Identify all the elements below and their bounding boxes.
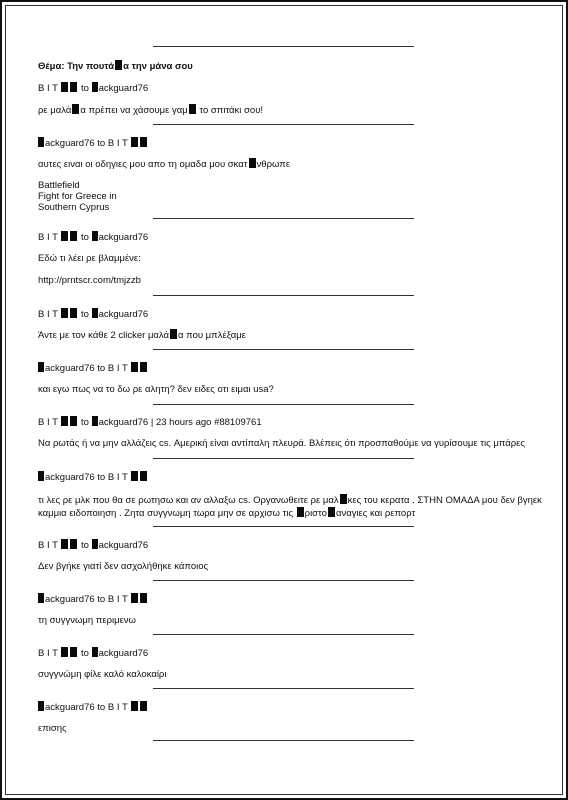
redaction-block (92, 539, 98, 549)
redaction-block (297, 507, 304, 517)
redaction-block (70, 82, 77, 92)
redaction-block (170, 329, 177, 339)
message-body: επισης (38, 723, 67, 734)
redaction-block (70, 647, 77, 657)
message-header: B I T to ackguard76 (38, 540, 149, 551)
redaction-block (140, 701, 147, 711)
message-body-line2: καμμια ειδοποιηση . Ζητα συγγνωμη τωρα μην σε αρχισω τις ριστο αναγιες και ρεπορτ (38, 508, 416, 519)
separator-line (153, 404, 414, 405)
message-body-extra: Battlefield Fight for Greece in Southern Cyprus (38, 180, 117, 213)
message-header: B I T to ackguard76 (38, 83, 149, 94)
message-body: αυτες ειναι οι οδηγιες μου απο τη ομαδα μου σκατ νθρωπε (38, 159, 291, 170)
redaction-block (38, 362, 44, 372)
separator-line (153, 124, 414, 125)
redaction-block (328, 507, 335, 517)
redaction-block (140, 362, 147, 372)
message-body: συγγνώμη φίλε καλό καλοκαίρι (38, 669, 167, 680)
redaction-block (38, 701, 44, 711)
redaction-block (92, 647, 98, 657)
separator-line (153, 688, 414, 689)
redaction-block (72, 104, 79, 114)
separator-line (153, 458, 414, 459)
separator-line (153, 349, 414, 350)
redaction-block (131, 137, 138, 147)
message-body: Να ρωτάς ή να μην αλλάζεις cs. Αμερική είναι αντίπαλη πλευρά. Βλέπεις ότι προσπαθούμε να γυρίσουμε τις μπάρες (38, 438, 525, 449)
redaction-block (140, 471, 147, 481)
separator-line (153, 295, 414, 296)
redaction-block (61, 647, 68, 657)
subject-line: Θέμα: Την πουτά α την μάνα σου (38, 61, 193, 72)
message-link[interactable]: http://prntscr.com/tmjzzb (38, 275, 141, 286)
redaction-block (61, 539, 68, 549)
redaction-block (189, 104, 196, 114)
redaction-block (92, 231, 98, 241)
redaction-block (92, 308, 98, 318)
message-body: τι λες ρε μλκ που θα σε ρωτησω και αν αλλαξω cs. Οργανωθειτε ρε μαλ κες του κερατα . ΣΤΗΝ ΟΜΑΔΑ μου δεν βγηεκ (38, 495, 542, 506)
redaction-block (131, 701, 138, 711)
redaction-block (61, 416, 68, 426)
message-header: B I T to ackguard76 | 23 hours ago #88109761 (38, 417, 262, 428)
redaction-block (340, 494, 347, 504)
redaction-block (70, 539, 77, 549)
message-header: ackguard76 to B I T (38, 471, 148, 484)
redaction-block (140, 593, 147, 603)
separator-line (153, 740, 414, 741)
message-header: B I T to ackguard76 (38, 648, 149, 659)
redaction-block (61, 308, 68, 318)
redaction-block (131, 593, 138, 603)
message-header: ackguard76 to B I T (38, 593, 148, 606)
redaction-block (140, 137, 147, 147)
redaction-block (92, 82, 98, 92)
message-body: ρε μαλά α πρέπει να χάσουμε γαμ το σπιτάκι σου! (38, 105, 264, 116)
redaction-block (61, 82, 68, 92)
separator-line (153, 526, 414, 527)
redaction-block (70, 231, 77, 241)
message-header: ackguard76 to B I T (38, 137, 148, 150)
redaction-block (70, 416, 77, 426)
redaction-block (249, 158, 256, 168)
separator-line (153, 46, 414, 47)
redaction-block (38, 593, 44, 603)
redaction-block (131, 362, 138, 372)
redaction-block (115, 60, 122, 70)
redaction-block (70, 308, 77, 318)
message-body: τη συγγνωμη περιμενω (38, 615, 136, 626)
message-body: και εγω πως να το δω ρε αλητη? δεν ειδες οτι ειμαι usa? (38, 384, 274, 395)
redaction-block (92, 416, 98, 426)
separator-line (153, 634, 414, 635)
redaction-block (38, 137, 44, 147)
message-body: Εδώ τι λέει ρε βλαμμένε: (38, 253, 141, 264)
message-body: Δεν βγήκε γιατί δεν ασχολήθηκε κάποιος (38, 561, 209, 572)
message-header: ackguard76 to B I T (38, 701, 148, 714)
message-header: B I T to ackguard76 (38, 232, 149, 243)
message-body: Άντε με τον κάθε 2 clicker μαλά α που μπλέξαμε (38, 330, 246, 341)
message-header: ackguard76 to B I T (38, 362, 148, 375)
separator-line (153, 218, 414, 219)
redaction-block (38, 471, 44, 481)
separator-line (153, 580, 414, 581)
message-header: B I T to ackguard76 (38, 309, 149, 320)
redaction-block (61, 231, 68, 241)
redaction-block (131, 471, 138, 481)
